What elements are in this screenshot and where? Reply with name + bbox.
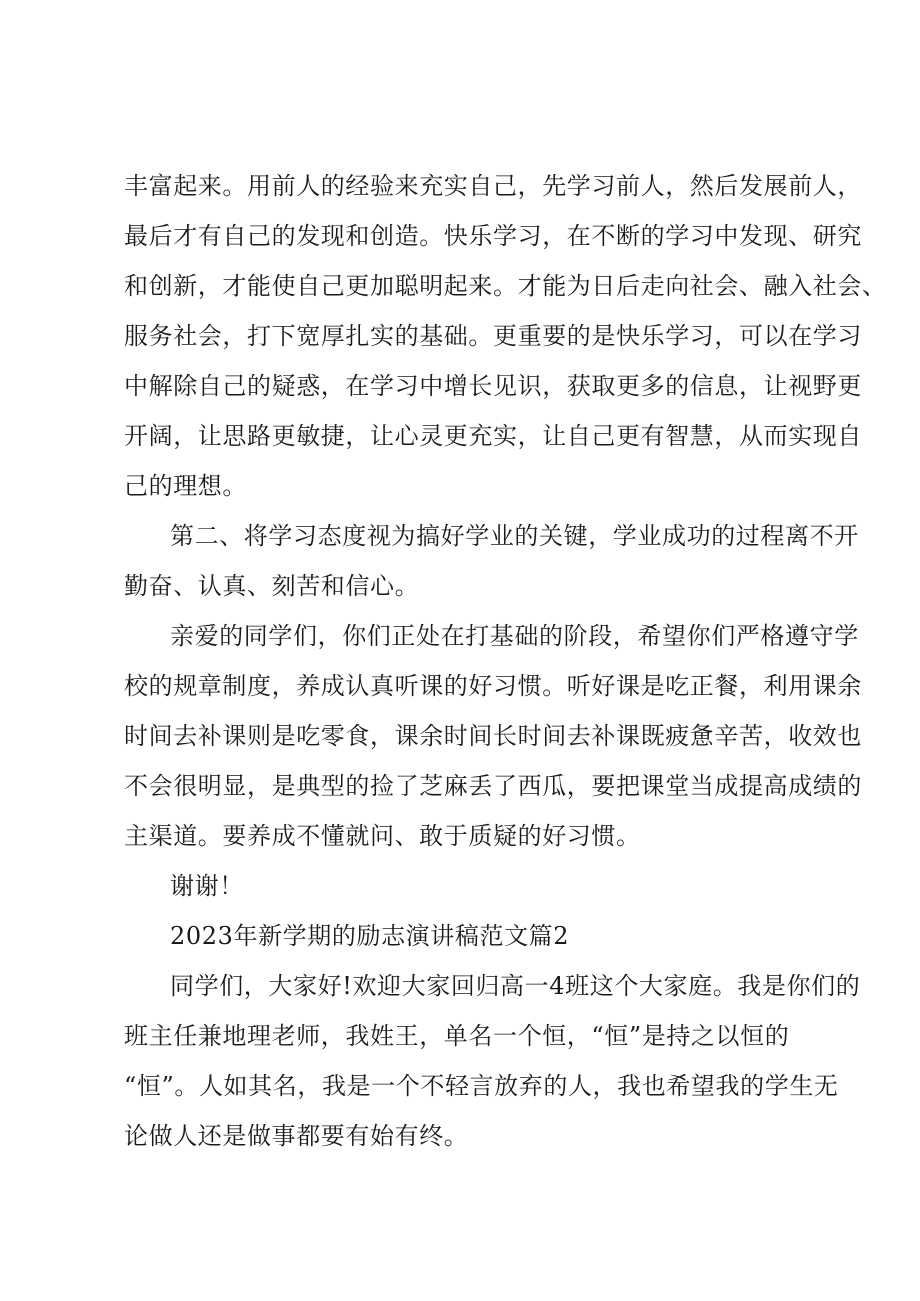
text-line: 亲爱的同学们，你们正处在打基础的阶段，希望你们严格遵守学 — [170, 622, 859, 650]
text-line: 班主任兼地理老师，我姓王，单名一个恒，“恒”是持之以恒的 — [124, 1022, 790, 1050]
text-line: 第二、将学习态度视为搞好学业的关键，学业成功的过程离不开 — [170, 522, 859, 550]
text-line: “恒”。人如其名，我是一个不轻言放弃的人，我也希望我的学生无 — [124, 1072, 839, 1100]
text-line: 己的理想。 — [124, 472, 247, 500]
text-line: 主渠道。要养成不懂就问、敢于质疑的好习惯。 — [124, 822, 641, 850]
text-line: 开阔，让思路更敏捷，让心灵更充实，让自己更有智慧，从而实现自 — [124, 422, 862, 450]
closing-line: 谢谢！ — [170, 872, 244, 900]
text-line: 和创新，才能使自己更加聪明起来。才能为日后走向社会、融入社会、 — [124, 272, 887, 300]
section-heading: 2023年新学期的励志演讲稿范文篇2 — [170, 922, 570, 950]
text-line: 同学们，大家好!欢迎大家回归高一4班这个大家庭。我是你们的 — [170, 972, 861, 1000]
text-line: 服务社会，打下宽厚扎实的基础。更重要的是快乐学习，可以在学习 — [124, 322, 862, 350]
text-line: 中解除自己的疑惑，在学习中增长见识，获取更多的信息，让视野更 — [124, 372, 862, 400]
text-line: 时间去补课则是吃零食，课余时间长时间去补课既疲惫辛苦，收效也 — [124, 722, 862, 750]
text-line: 丰富起来。用前人的经验来充实自己，先学习前人，然后发展前人， — [124, 172, 862, 200]
text-line: 论做人还是做事都要有始有终。 — [124, 1122, 469, 1150]
text-line: 勤奋、认真、刻苦和信心。 — [124, 572, 420, 600]
text-line: 不会很明显，是典型的捡了芝麻丢了西瓜，要把课堂当成提高成绩的 — [124, 772, 862, 800]
text-line: 校的规章制度，养成认真听课的好习惯。听好课是吃正餐，利用课余 — [124, 672, 862, 700]
text-line: 最后才有自己的发现和创造。快乐学习，在不断的学习中发现、研究 — [124, 222, 862, 250]
